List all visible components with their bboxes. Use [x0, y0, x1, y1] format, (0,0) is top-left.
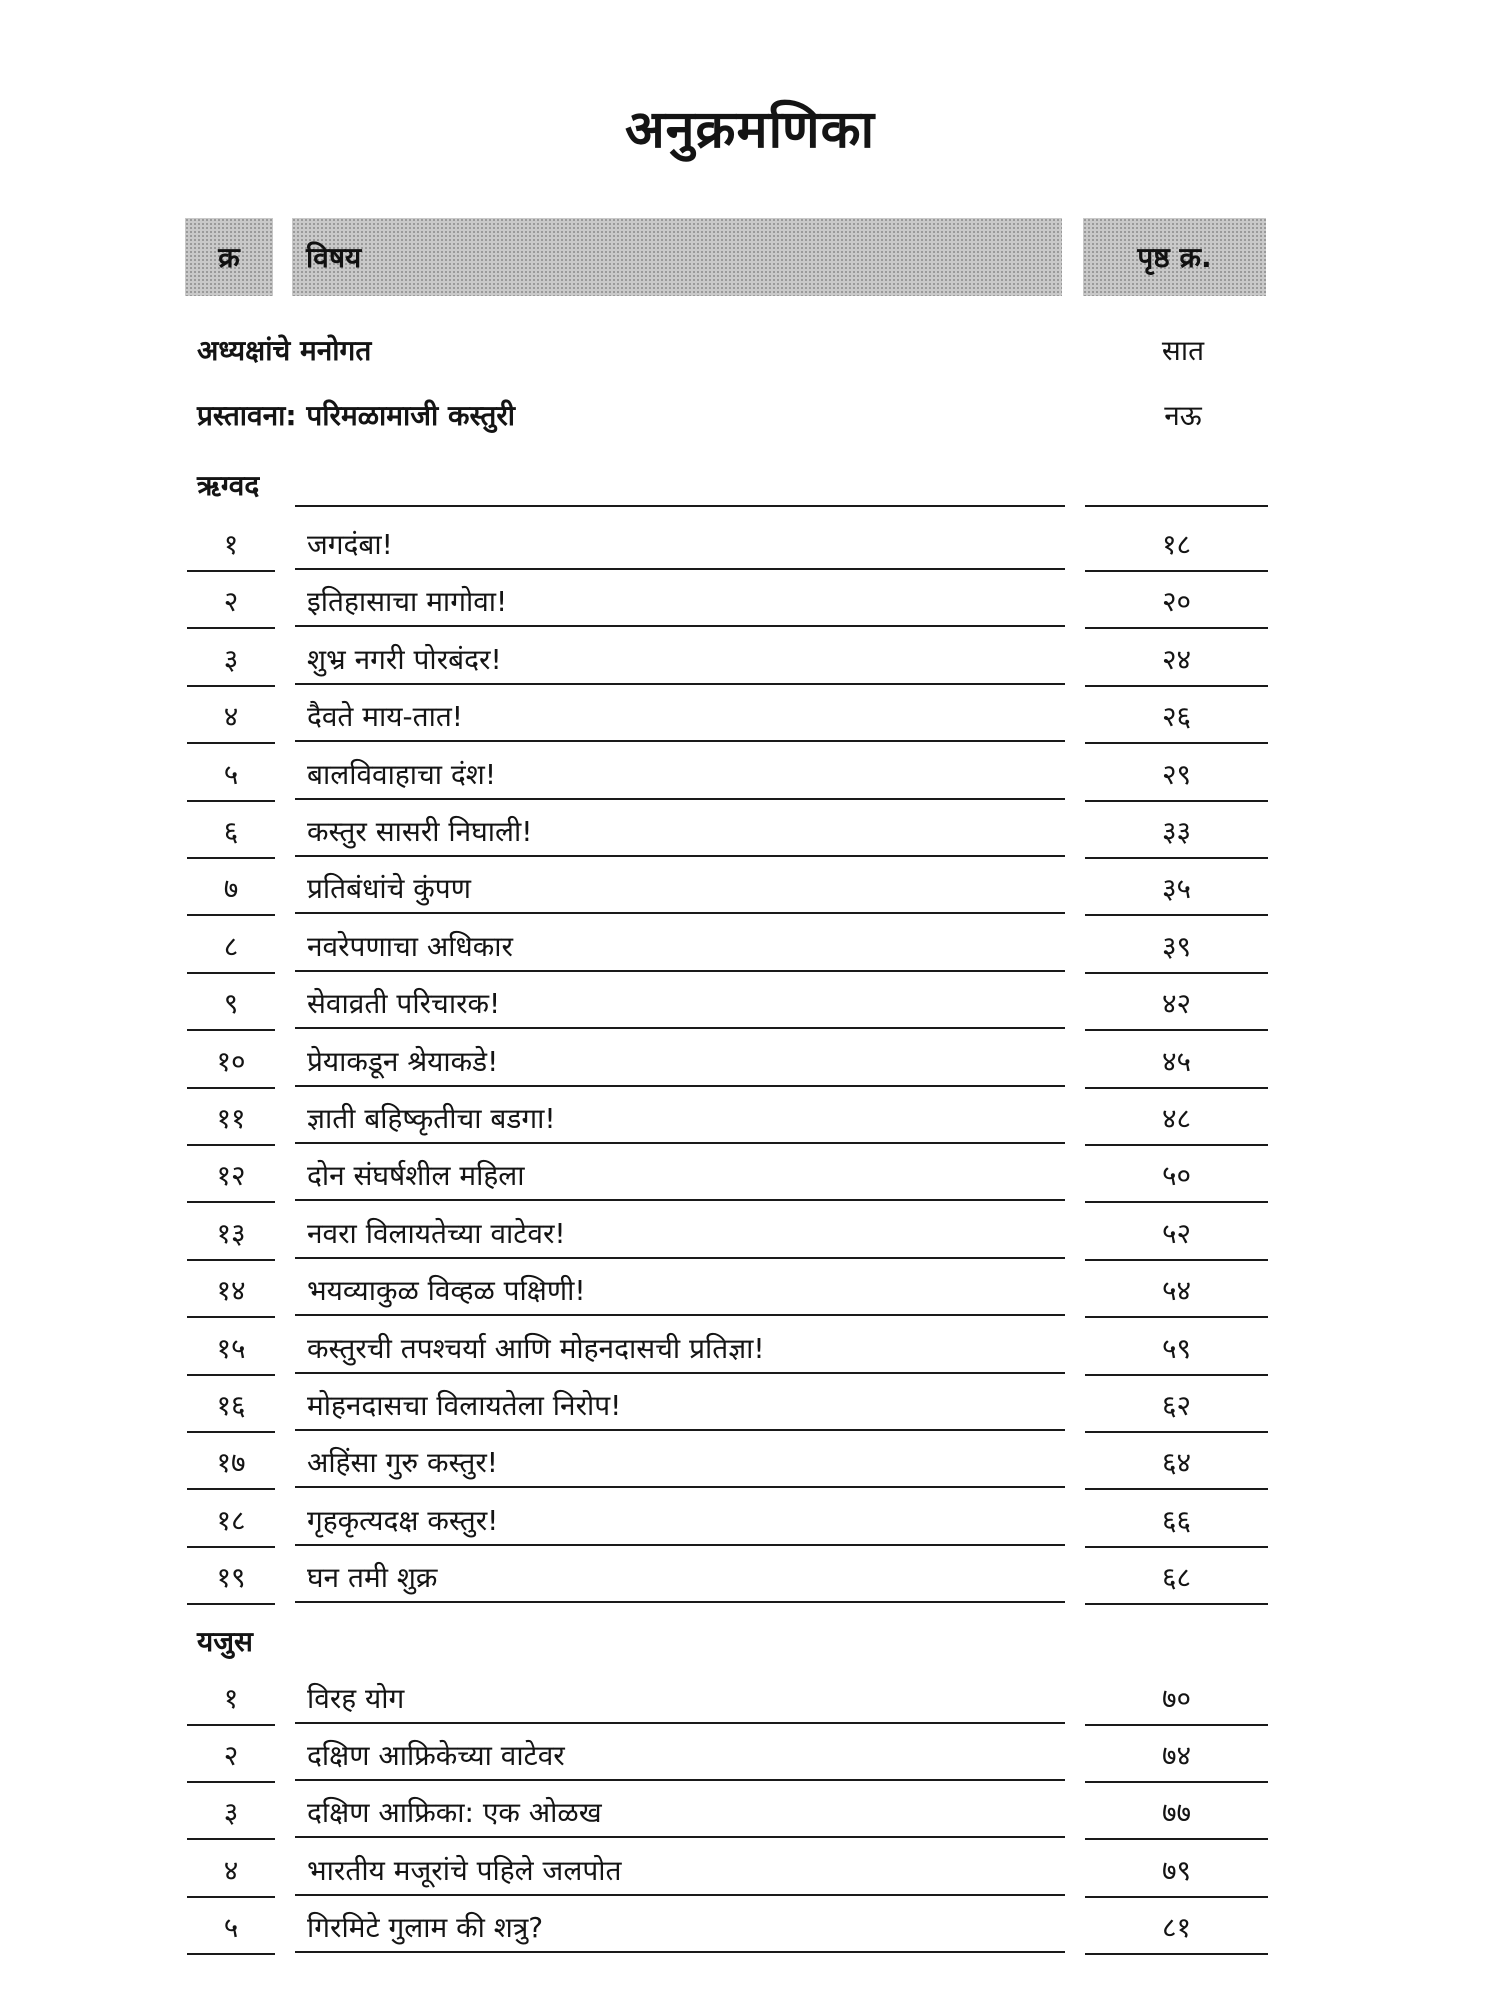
chapter-number: १७	[187, 1434, 275, 1490]
chapter-number: ४	[187, 1842, 275, 1898]
chapter-page: ७०	[1085, 1670, 1268, 1726]
front-matter-title: प्रस्तावना: परिमळामाजी कस्तुरी	[197, 399, 516, 432]
chapter-title: भयव्याकुळ विव्हळ पक्षिणी!	[295, 1262, 1065, 1316]
toc-row	[0, 1033, 1500, 1089]
chapter-number: १५	[187, 1320, 275, 1376]
chapter-number: ३	[187, 1784, 275, 1840]
toc-row	[0, 1320, 1500, 1376]
chapter-page: ७७	[1085, 1784, 1268, 1840]
chapter-page: ६८	[1085, 1549, 1268, 1605]
front-matter-title: अध्यक्षांचे मनोगत	[197, 334, 372, 367]
toc-row	[0, 516, 1500, 572]
chapter-number: ५	[187, 1899, 275, 1955]
chapter-title: कस्तुर सासरी निघाली!	[295, 803, 1065, 857]
chapter-page: ७४	[1085, 1727, 1268, 1783]
front-matter-page: सात	[1161, 334, 1205, 367]
toc-row	[0, 746, 1500, 802]
chapter-title: नवरेपणाचा अधिकार	[295, 918, 1065, 972]
chapter-title: ज्ञाती बहिष्कृतीचा बडगा!	[295, 1090, 1065, 1144]
toc-row	[0, 688, 1500, 744]
chapter-page: ५९	[1085, 1320, 1268, 1376]
toc-row	[0, 1784, 1500, 1840]
chapter-number: २	[187, 573, 275, 629]
chapter-page: ६४	[1085, 1434, 1268, 1490]
chapter-page: ३३	[1085, 803, 1268, 859]
front-matter-item	[197, 392, 1267, 438]
toc-row	[0, 1899, 1500, 1955]
front-matter-item	[197, 327, 1267, 373]
toc-row	[0, 631, 1500, 687]
chapter-page: ३५	[1085, 860, 1268, 916]
chapter-page: ३९	[1085, 918, 1268, 974]
chapter-title: नवरा विलायतेच्या वाटेवर!	[295, 1205, 1065, 1259]
chapter-number: ४	[187, 688, 275, 744]
toc-row	[0, 1727, 1500, 1783]
toc-row	[0, 803, 1500, 859]
section-heading: यजुस	[197, 1625, 253, 1658]
chapter-page: ७९	[1085, 1842, 1268, 1898]
chapter-title: कस्तुरची तपश्चर्या आणि मोहनदासची प्रतिज्ञा!	[295, 1320, 1065, 1374]
chapter-title: दैवते माय-तात!	[295, 688, 1065, 742]
toc-row	[0, 573, 1500, 629]
toc-row	[0, 1377, 1500, 1433]
toc-row	[0, 1090, 1500, 1146]
toc-row	[0, 1262, 1500, 1318]
chapter-title: इतिहासाचा मागोवा!	[295, 573, 1065, 627]
chapter-page: २४	[1085, 631, 1268, 687]
chapter-number: ११	[187, 1090, 275, 1146]
chapter-number: ५	[187, 746, 275, 802]
chapter-number: १९	[187, 1549, 275, 1605]
chapter-title: जगदंबा!	[295, 516, 1065, 570]
toc-row	[0, 918, 1500, 974]
chapter-page: ६२	[1085, 1377, 1268, 1433]
chapter-page: ४८	[1085, 1090, 1268, 1146]
toc-row	[0, 1549, 1500, 1605]
header-subject: विषय	[292, 218, 1062, 296]
chapter-title: गृहकृत्यदक्ष कस्तुर!	[295, 1492, 1065, 1546]
header-page: पृष्ठ क्र.	[1083, 218, 1266, 296]
chapter-page: ८१	[1085, 1899, 1268, 1955]
chapter-page: ५०	[1085, 1147, 1268, 1203]
toc-row	[0, 1434, 1500, 1490]
section-rule	[1085, 505, 1268, 507]
chapter-number: १०	[187, 1033, 275, 1089]
chapter-number: ९	[187, 975, 275, 1031]
toc-row	[0, 1205, 1500, 1261]
toc-row	[0, 1492, 1500, 1548]
header-number: क्र	[185, 218, 273, 296]
chapter-title: गिरमिटे गुलाम की शत्रु?	[295, 1899, 1065, 1953]
chapter-page: ४२	[1085, 975, 1268, 1031]
chapter-title: प्रेयाकडून श्रेयाकडे!	[295, 1033, 1065, 1087]
chapter-number: १	[187, 1670, 275, 1726]
chapter-title: दक्षिण आफ्रिका: एक ओळख	[295, 1784, 1065, 1838]
chapter-page: ५४	[1085, 1262, 1268, 1318]
section-rule	[295, 505, 1065, 507]
toc-row	[0, 1147, 1500, 1203]
toc-row	[0, 975, 1500, 1031]
chapter-number: १	[187, 516, 275, 572]
chapter-number: ८	[187, 918, 275, 974]
chapter-number: ३	[187, 631, 275, 687]
chapter-title: भारतीय मजूरांचे पहिले जलपोत	[295, 1842, 1065, 1896]
chapter-title: अहिंसा गुरु कस्तुर!	[295, 1434, 1065, 1488]
chapter-title: शुभ्र नगरी पोरबंदर!	[295, 631, 1065, 685]
page-title: अनुक्रमणिका	[624, 100, 876, 160]
chapter-title: सेवाव्रती परिचारक!	[295, 975, 1065, 1029]
toc-row	[0, 1842, 1500, 1898]
chapter-number: १३	[187, 1205, 275, 1261]
chapter-number: २	[187, 1727, 275, 1783]
chapter-page: २९	[1085, 746, 1268, 802]
chapter-page: ५२	[1085, 1205, 1268, 1261]
chapter-title: दक्षिण आफ्रिकेच्या वाटेवर	[295, 1727, 1065, 1781]
chapter-title: दोन संघर्षशील महिला	[295, 1147, 1065, 1201]
chapter-title: बालविवाहाचा दंश!	[295, 746, 1065, 800]
toc-row	[0, 860, 1500, 916]
chapter-number: १२	[187, 1147, 275, 1203]
chapter-number: ७	[187, 860, 275, 916]
chapter-page: ६६	[1085, 1492, 1268, 1548]
chapter-title: घन तमी शुक्र	[295, 1549, 1065, 1603]
chapter-title: प्रतिबंधांचे कुंपण	[295, 860, 1065, 914]
chapter-page: २६	[1085, 688, 1268, 744]
chapter-page: २०	[1085, 573, 1268, 629]
chapter-page: १८	[1085, 516, 1268, 572]
chapter-number: १८	[187, 1492, 275, 1548]
chapter-title: विरह योग	[295, 1670, 1065, 1724]
chapter-number: १६	[187, 1377, 275, 1433]
chapter-title: मोहनदासचा विलायतेला निरोप!	[295, 1377, 1065, 1431]
section-heading: ऋग्वद	[197, 469, 260, 502]
front-matter-page: नऊ	[1164, 399, 1202, 432]
chapter-page: ४५	[1085, 1033, 1268, 1089]
toc-row	[0, 1670, 1500, 1726]
chapter-number: १४	[187, 1262, 275, 1318]
chapter-number: ६	[187, 803, 275, 859]
